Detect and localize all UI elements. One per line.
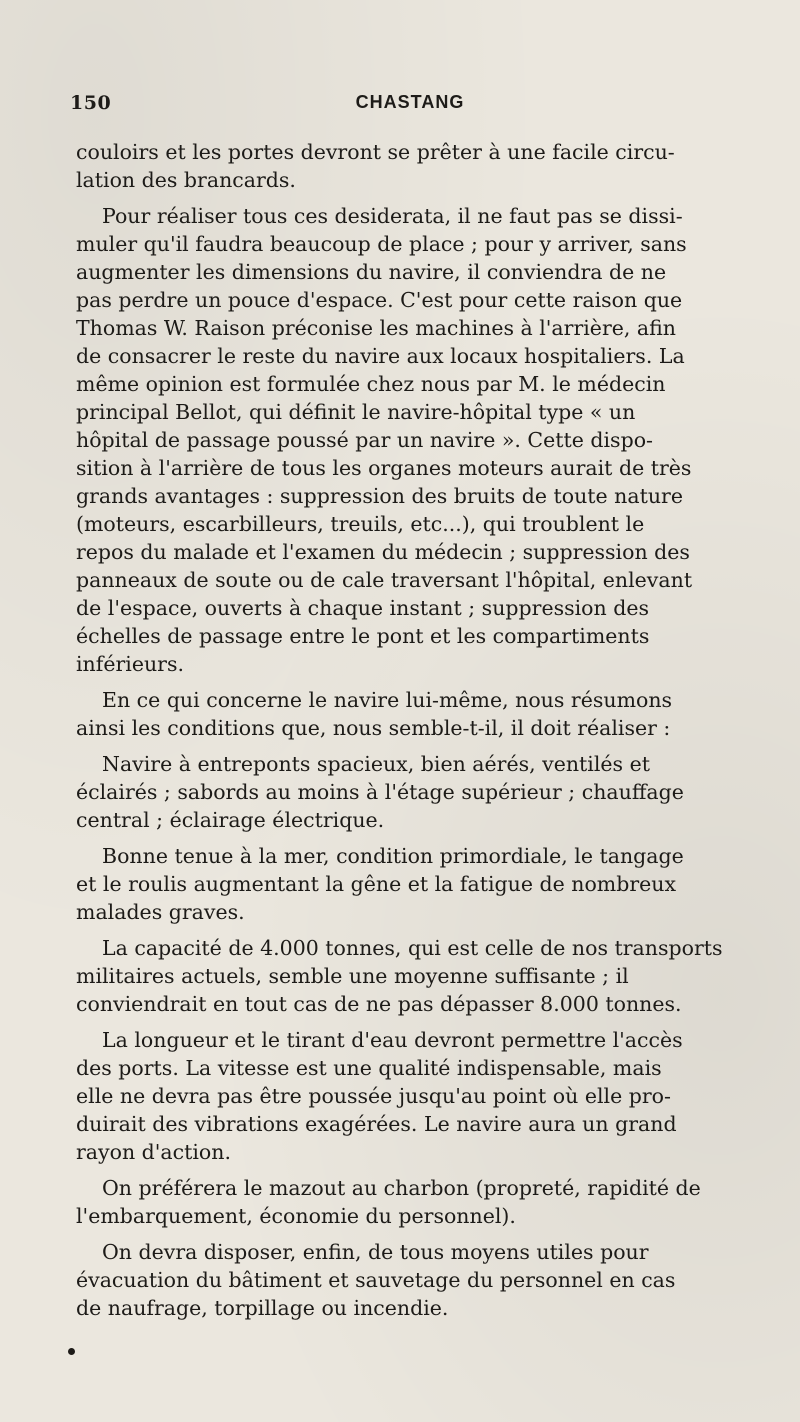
text-line: sition à l'arrière de tous les organes moteurs aurait de très — [76, 456, 692, 480]
text-line: couloirs et les portes devront se prêter à une facile circu- — [76, 140, 675, 164]
page-body — [76, 138, 752, 1330]
text-line: éclairés ; sabords au moins à l'étage supérieur ; chauffage — [76, 780, 684, 804]
paragraph — [76, 750, 752, 834]
paragraph — [76, 138, 752, 194]
text-line: Pour réaliser tous ces desiderata, il ne faut pas se dissi- — [102, 204, 683, 228]
text-line: lation des brancards. — [76, 168, 296, 192]
text-line: des ports. La vitesse est une qualité indispensable, mais — [76, 1056, 662, 1080]
paragraph — [76, 842, 752, 926]
text-line: La capacité de 4.000 tonnes, qui est celle de nos transports — [102, 936, 723, 960]
text-line: duirait des vibrations exagérées. Le navire aura un grand — [76, 1112, 677, 1136]
text-line: de consacrer le reste du navire aux locaux hospitaliers. La — [76, 344, 685, 368]
ink-spot — [68, 1348, 75, 1355]
text-line: évacuation du bâtiment et sauvetage du personnel en cas — [76, 1268, 676, 1292]
page-number: 150 — [70, 92, 112, 114]
paragraph — [76, 686, 752, 742]
text-line: La longueur et le tirant d'eau devront permettre l'accès — [102, 1028, 683, 1052]
text-line: hôpital de passage poussé par un navire ». Cette dispo- — [76, 428, 653, 452]
text-line: central ; éclairage électrique. — [76, 808, 385, 832]
text-line: et le roulis augmentant la gêne et la fatigue de nombreux — [76, 872, 677, 896]
text-line: grands avantages : suppression des bruits de toute nature — [76, 484, 683, 508]
text-line: militaires actuels, semble une moyenne suffisante ; il — [76, 964, 629, 988]
text-line: même opinion est formulée chez nous par M. le médecin — [76, 372, 666, 396]
text-line: panneaux de soute ou de cale traversant l'hôpital, enlevant — [76, 568, 693, 592]
text-line: l'embarquement, économie du personnel). — [76, 1204, 516, 1228]
text-line: malades graves. — [76, 900, 245, 924]
running-head: CHASTANG — [355, 92, 465, 112]
text-line: On préférera le mazout au charbon (propreté, rapidité de — [102, 1176, 701, 1200]
text-line: Bonne tenue à la mer, condition primordiale, le tangage — [102, 844, 684, 868]
text-line: Thomas W. Raison préconise les machines à l'arrière, afin — [76, 316, 677, 340]
page-header — [70, 92, 750, 118]
text-line: (moteurs, escarbilleurs, treuils, etc...), qui troublent le — [76, 512, 645, 536]
paragraph — [76, 934, 752, 1018]
paragraph — [76, 1026, 752, 1166]
paragraph — [76, 1238, 752, 1322]
text-line: Navire à entreponts spacieux, bien aérés, ventilés et — [102, 752, 650, 776]
text-line: conviendrait en tout cas de ne pas dépasser 8.000 tonnes. — [76, 992, 682, 1016]
text-line: En ce qui concerne le navire lui-même, nous résumons — [102, 688, 673, 712]
text-line: de l'espace, ouverts à chaque instant ; suppression des — [76, 596, 650, 620]
text-line: inférieurs. — [76, 652, 185, 676]
paragraph — [76, 1174, 752, 1230]
text-line: elle ne devra pas être poussée jusqu'au point où elle pro- — [76, 1084, 671, 1108]
paragraph — [76, 202, 752, 678]
text-line: principal Bellot, qui définit le navire-hôpital type « un — [76, 400, 636, 424]
text-line: muler qu'il faudra beaucoup de place ; pour y arriver, sans — [76, 232, 687, 256]
text-line: de naufrage, torpillage ou incendie. — [76, 1296, 449, 1320]
text-line: rayon d'action. — [76, 1140, 231, 1164]
text-line: On devra disposer, enfin, de tous moyens utiles pour — [102, 1240, 649, 1264]
text-line: échelles de passage entre le pont et les compartiments — [76, 624, 650, 648]
text-line: augmenter les dimensions du navire, il conviendra de ne — [76, 260, 667, 284]
text-line: repos du malade et l'examen du médecin ; suppression des — [76, 540, 690, 564]
text-line: pas perdre un pouce d'espace. C'est pour cette raison que — [76, 288, 683, 312]
text-line: ainsi les conditions que, nous semble-t-il, il doit réaliser : — [76, 716, 671, 740]
